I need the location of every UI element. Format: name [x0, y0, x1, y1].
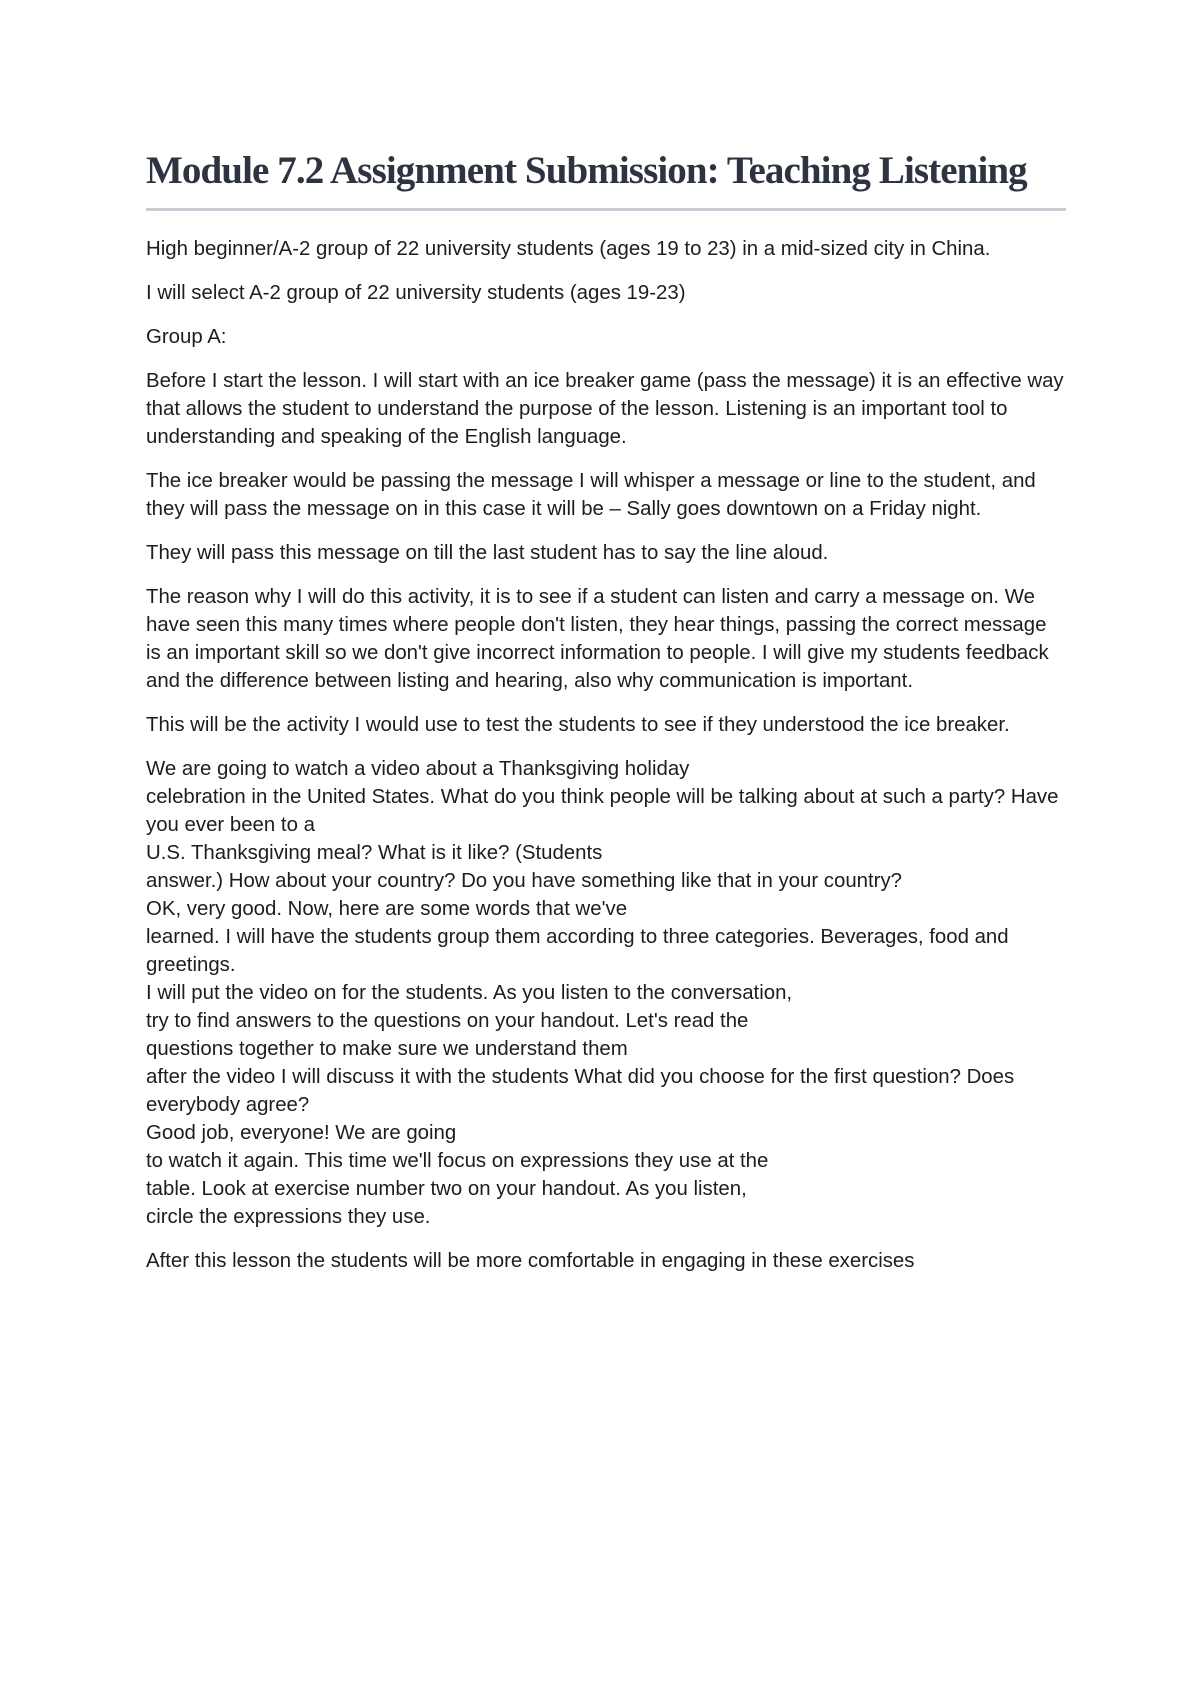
activity-line: table. Look at exercise number two on your handout. As you listen, — [146, 1178, 747, 1200]
paragraph-pass-message: They will pass this message on till the last student has to say the line aloud. — [146, 542, 829, 564]
activity-line: try to find answers to the questions on your handout. Let's read the — [146, 1010, 749, 1032]
activity-line: OK, very good. Now, here are some words that we've — [146, 898, 628, 920]
paragraph-ice-breaker-description: The ice breaker would be passing the message I will whisper a message or line to the student, and they will pass the message on in this case it will be – Sally goes downtown on a Friday night. — [146, 470, 1036, 520]
document-page — [146, 140, 1066, 1291]
paragraph-activity-reason: The reason why I will do this activity, it is to see if a student can listen and carry a message on. We have seen this many times where people don't listen, they hear things, passing the correct message is an important skill so we don't give incorrect information to people. I will give my students feedback and the difference between listing and hearing, also why communication is important. — [146, 586, 1049, 692]
activity-line: Good job, everyone! We are going — [146, 1122, 457, 1144]
activity-line: after the video I will discuss it with the students What did you choose for the first question? Does everybody agree? — [146, 1066, 1015, 1116]
activity-line: learned. I will have the students group them according to three categories. Beverages, food and greetings. — [146, 926, 1009, 976]
activity-line: answer.) How about your country? Do you have something like that in your country? — [146, 870, 902, 892]
paragraph-video-activity — [146, 755, 1066, 1231]
title-divider — [146, 208, 1066, 211]
paragraph-group-label: Group A: — [146, 326, 227, 348]
activity-line: I will put the video on for the students. As you listen to the conversation, — [146, 982, 793, 1004]
paragraph-ice-breaker-intro: Before I start the lesson. I will start with an ice breaker game (pass the message) it is an effective way that allows the student to understand the purpose of the lesson. Listening is an important tool to understanding and speaking of the English language. — [146, 370, 1064, 448]
paragraph-closing: After this lesson the students will be more comfortable in engaging in these exercises — [146, 1250, 915, 1272]
paragraph-group-selection: I will select A-2 group of 22 university students (ages 19-23) — [146, 282, 686, 304]
activity-line: We are going to watch a video about a Thanksgiving holiday — [146, 758, 690, 780]
activity-line: circle the expressions they use. — [146, 1206, 431, 1228]
activity-line: to watch it again. This time we'll focus on expressions they use at the — [146, 1150, 769, 1172]
activity-line: U.S. Thanksgiving meal? What is it like? (Students — [146, 842, 603, 864]
paragraph-class-description: High beginner/A-2 group of 22 university students (ages 19 to 23) in a mid-sized city in China. — [146, 238, 991, 260]
activity-line: questions together to make sure we understand them — [146, 1038, 628, 1060]
activity-line: celebration in the United States. What do you think people will be talking about at such a party? Have you ever been to a — [146, 786, 1059, 836]
document-title: Module 7.2 Assignment Submission: Teaching Listening — [146, 149, 1027, 192]
paragraph-activity-test: This will be the activity I would use to test the students to see if they understood the ice breaker. — [146, 714, 1010, 736]
